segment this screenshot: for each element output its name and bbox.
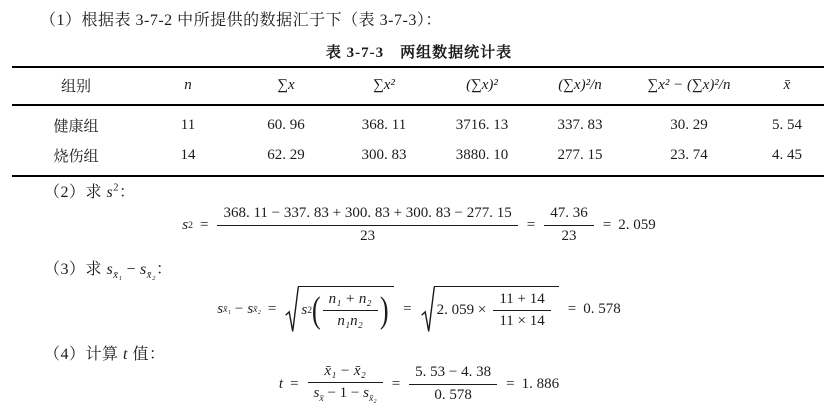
cell-sum-x-sq-over-n: 277. 15 [557,147,603,163]
col-header-n: n [140,67,236,105]
exponent-2: 2 [113,182,119,194]
denominator: 23 [544,225,594,247]
result-value: 2. 059 [618,216,656,233]
label-colon: ： [118,184,136,201]
var-t: t [278,375,284,392]
formula-s-squared [0,200,838,250]
cell-corrected-ss: 30. 29 [670,117,708,133]
var-s: s [247,300,254,317]
stats-table [12,66,824,177]
denominator: 23 [217,225,517,247]
cell-sum-x-sq: 3716. 13 [455,117,509,133]
subscript-xbar2: x̄₂ [253,303,261,315]
label-colon: 值： [127,346,166,363]
cell-mean: 5. 54 [772,117,802,133]
cell-sum-x-sq: 3880. 10 [455,147,509,163]
cell-sum-x2: 368. 11 [361,117,407,133]
equals-sign: = [526,216,536,233]
col-header-mean: x̄ [750,67,824,105]
numerator: n₁ + n₂ [328,290,372,307]
radical-icon [421,286,435,333]
section-3-label [44,256,173,281]
cell-sum-x: 60. 96 [267,117,305,133]
var-t: t [123,346,128,363]
denominator: 0. 578 [409,384,497,406]
var-s: s [313,385,320,402]
var-s: s [106,184,114,201]
radicand: s 2 ( $\frac{\text{n₁ + n₂}}{\text{n₁n₂}}$ ) [298,286,394,333]
table-title: 表 3-7-3 两组数据统计表 [325,45,513,61]
result-value: 1. 886 [521,375,560,392]
cell-n: 14 [180,147,196,163]
numerator: 5. 53 − 4. 38 [415,364,492,380]
minus-one-minus: − 1 − [323,385,364,402]
table-row-healthy [12,105,824,140]
cell-n: 11 [180,117,196,133]
label-colon: ： [155,261,173,278]
equals-sign: = [506,375,515,392]
label-text: （2）求 [44,184,107,201]
col-header-group: 组别 [12,67,140,105]
equals-sign: = [200,216,209,233]
cell-sum-x-sq-over-n: 337. 83 [557,117,603,133]
result-value: 0. 578 [583,300,621,317]
square-root [421,286,559,333]
formula-t-value [0,360,838,408]
subscript-xbar2: x̄₂ [146,270,156,282]
coefficient: 2. 059 × [436,302,487,318]
subscript-xbar1: x̄₁ [223,303,231,315]
radical-icon [285,286,299,333]
cell-sum-x: 62. 29 [267,147,305,163]
cell-group: 烧伤组 [53,149,99,165]
var-s: s [217,300,224,317]
formula-standard-error [0,280,838,338]
subscript-xbar2: x̄₂ [368,393,377,405]
equals-sign: = [567,300,577,317]
col-header-sum-x: ∑x [236,67,336,105]
cell-corrected-ss: 23. 74 [670,147,708,163]
equals-sign: = [602,216,612,233]
col-header-sum-x2: ∑x² [336,67,432,105]
intro-paragraph: （1）根据表 3-7-2 中所提供的数据汇于下（表 3-7-3）： [40,12,442,29]
fraction [217,204,517,246]
equals-sign: = [267,300,277,317]
var-s: s [363,385,369,402]
exponent-2: 2 [188,219,194,231]
minus-sign: − [234,300,244,317]
exponent-2: 2 [307,305,313,316]
label-text: （3）求 [44,261,107,278]
denominator: 11 × 14 [493,310,550,332]
label-text: （4）计算 [44,346,124,363]
fraction [493,290,550,332]
square-root [285,286,394,333]
equals-sign: = [290,375,299,392]
table-header-row [12,67,824,105]
subscript-xbar1: x̄₁ [113,270,123,282]
cell-mean: 4. 45 [772,147,802,163]
var-s: s [301,302,308,318]
col-header-sum-x-sq-over-n: (∑x)²/n [532,67,628,105]
col-header-corrected-ss: ∑x² − (∑x)²/n [628,67,750,105]
var-s: s [140,261,147,278]
denominator: n₁n₂ [323,310,378,332]
fraction [308,362,383,406]
col-header-sum-x-sq: (∑x)² [432,67,532,105]
equals-sign: = [391,375,401,392]
fraction [544,204,594,246]
var-s: s [106,261,114,278]
minus-sign: − [126,261,137,278]
table-row-burn [12,140,824,176]
cell-sum-x2: 300. 83 [361,147,407,163]
numerator: 11 + 14 [499,290,545,307]
numerator: 47. 36 [550,205,588,221]
section-2-label [44,179,135,202]
numerator: x̄₁ − x̄₂ [324,362,366,379]
equals-sign: = [403,300,412,317]
cell-group: 健康组 [53,119,99,135]
fraction [409,363,497,405]
numerator: 368. 11 − 337. 83 + 300. 83 + 300. 83 − 277. 15 [223,205,512,221]
denominator [308,382,383,406]
var-s: s [182,216,189,233]
radicand [434,286,559,333]
subscript-xbar: x̄ [319,393,324,405]
fraction [323,290,378,332]
